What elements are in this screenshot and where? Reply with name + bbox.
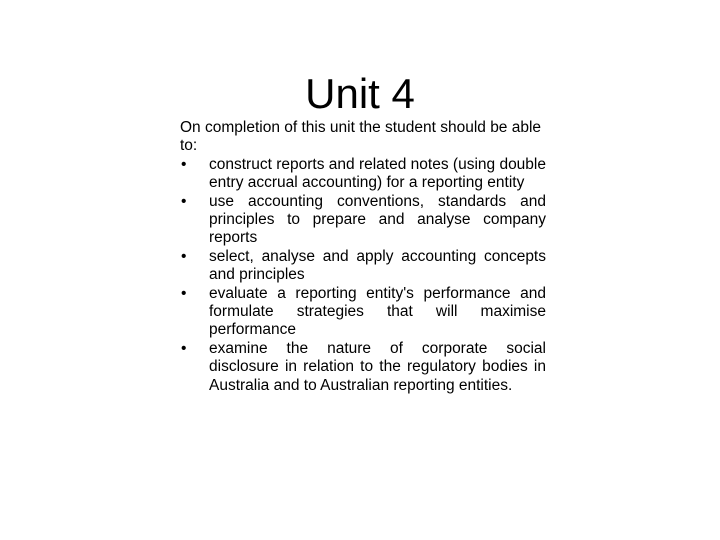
outcome-text: evaluate a reporting entity's performance and formulate strategies that will maximise performance xyxy=(209,284,546,339)
outcome-text: select, analyse and apply accounting concepts and principles xyxy=(209,247,546,284)
outcome-text: construct reports and related notes (using double entry accrual accounting) for a reporting entity xyxy=(209,155,546,192)
outcome-text: examine the nature of corporate social disclosure in relation to the regulatory bodies in Australia and to Australian reporting entities. xyxy=(209,339,546,394)
bullet-icon: • xyxy=(181,339,187,357)
list-item xyxy=(180,248,546,285)
list-item xyxy=(180,340,546,395)
bullet-icon: • xyxy=(181,247,187,265)
list-item xyxy=(180,193,546,248)
bullet-icon: • xyxy=(181,284,187,302)
intro-text: On completion of this unit the student should be able to: xyxy=(180,119,542,155)
bullet-icon: • xyxy=(181,155,187,173)
bullet-icon: • xyxy=(181,192,187,210)
outcomes-list xyxy=(180,156,546,395)
list-item xyxy=(180,285,546,340)
slide-title: Unit 4 xyxy=(305,70,415,117)
learning-outcomes xyxy=(180,119,546,395)
outcome-text: use accounting conventions, standards and principles to prepare and analyse company reports xyxy=(209,192,546,247)
list-item xyxy=(180,156,546,193)
